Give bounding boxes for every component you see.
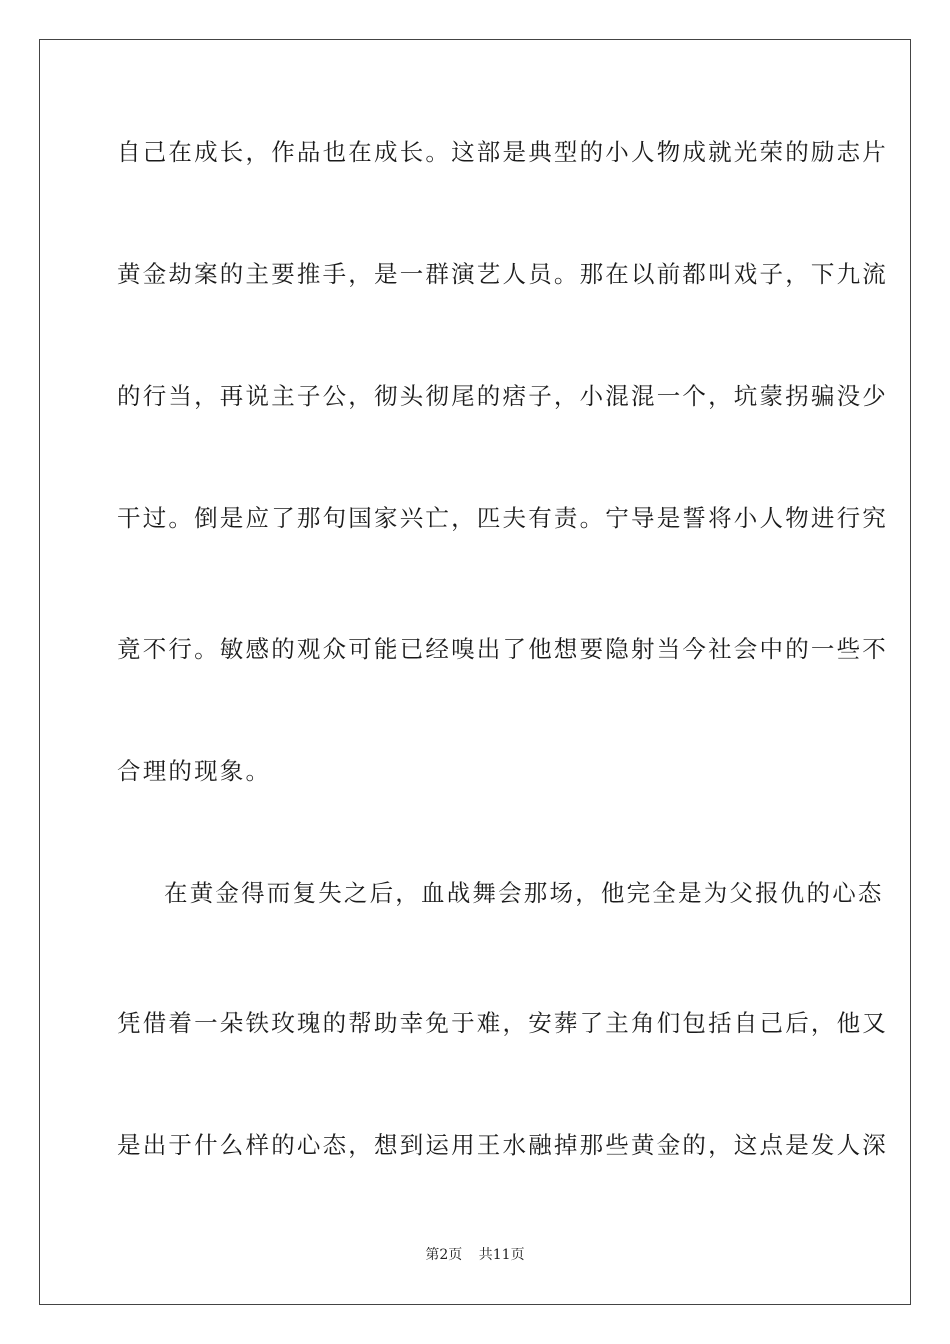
page-number: 第2页 bbox=[425, 1247, 463, 1263]
body-line-5: 竟不行。敏感的观众可能已经嗅出了他想要隐射当今社会中的一些不 bbox=[117, 635, 888, 663]
body-line-3: 的行当，再说主子公，彻头彻尾的痞子，小混混一个，坑蒙拐骗没少 bbox=[117, 382, 888, 410]
body-line-2: 黄金劫案的主要推手，是一群演艺人员。那在以前都叫戏子，下九流 bbox=[117, 260, 888, 288]
body-line-7: 在黄金得而复失之后，血战舞会那场，他完全是为父报仇的心态 bbox=[164, 879, 884, 907]
body-line-4: 干过。倒是应了那句国家兴亡，匹夫有责。宁导是誓将小人物进行究 bbox=[117, 504, 888, 532]
body-line-1: 自己在成长，作品也在成长。这部是典型的小人物成就光荣的励志片 bbox=[117, 138, 888, 166]
page-total: 共11页 bbox=[478, 1247, 525, 1263]
body-line-6: 合理的现象。 bbox=[117, 757, 272, 785]
body-line-8: 凭借着一朵铁玫瑰的帮助幸免于难，安葬了主角们包括自己后，他又 bbox=[117, 1009, 888, 1037]
page-border bbox=[39, 39, 911, 1305]
page-footer bbox=[0, 1246, 950, 1264]
body-line-9: 是出于什么样的心态，想到运用王水融掉那些黄金的，这点是发人深 bbox=[117, 1131, 888, 1159]
